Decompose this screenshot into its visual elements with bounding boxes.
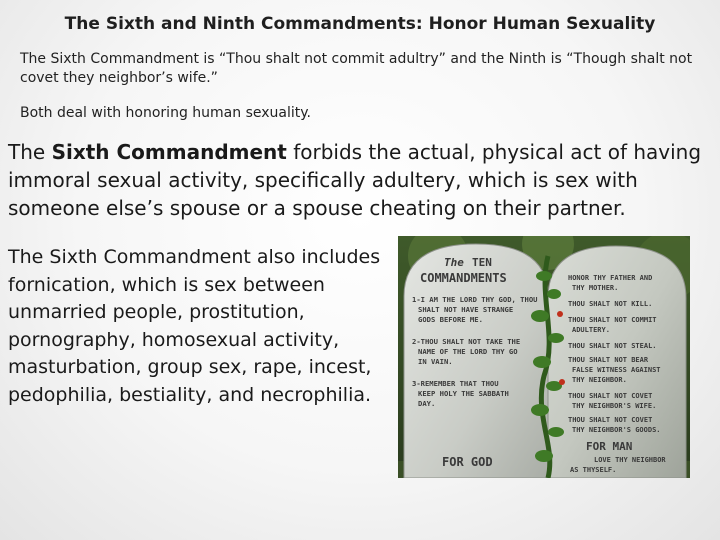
right-line: THOU SHALT NOT COMMIT (568, 316, 657, 324)
slide-title: The Sixth and Ninth Commandments: Honor Human Sexuality (64, 14, 656, 34)
right-line: THOU SHALT NOT COVET (568, 392, 653, 400)
intro-text-2: Both deal with honoring human sexuality. (20, 105, 311, 121)
right-line: THY NEIGHBOR'S GOODS. (572, 426, 661, 434)
right-line: THOU SHALT NOT STEAL. (568, 342, 657, 350)
left-line: SHALT NOT HAVE STRANGE (418, 305, 514, 314)
left-line: DAY. (418, 399, 436, 408)
paragraph-includes: The Sixth Commandment also includes fornication, which is sex between unmarried people, prostitution, pornography, homosexual activity, masturbation, group sex, rape, incest, pedophilia, bestiality, and necrophilia. (8, 246, 381, 406)
right-line: THY MOTHER. (572, 284, 619, 292)
para1-bold: Sixth Commandment (51, 140, 287, 164)
para1-prefix: The (8, 140, 52, 164)
right-line: THY NEIGHBOR. (572, 376, 627, 384)
right-line: THOU SHALT NOT BEAR (568, 356, 649, 364)
tablets-image (398, 236, 690, 478)
para1-rest: forbids the actual, physical act of having immoral sexual activity, specifically adultery, which is sex with someone else’s spouse or a spouse cheating on their partner. (8, 140, 702, 220)
intro-text: The Sixth Commandment is “Thou shalt not commit adultry” and the Ninth is “Though shalt not covet they neighbor’s wife.” (20, 51, 693, 86)
right-line: THOU SHALT NOT COVET (568, 416, 653, 424)
left-line: NAME OF THE LORD THY GO (418, 347, 518, 356)
left-heading-commandments: COMMANDMENTS (420, 271, 507, 285)
ten-commandments-photo (398, 236, 690, 478)
right-footer: FOR MAN (586, 440, 633, 453)
left-line: 2-THOU SHALT NOT TAKE THE (412, 337, 521, 346)
right-footer-line: AS THYSELF. (570, 466, 617, 474)
left-line: 3-REMEMBER THAT THOU (412, 379, 499, 388)
right-line: HONOR THY FATHER AND (568, 274, 653, 282)
left-line: GODS BEFORE ME. (418, 315, 483, 324)
right-line: THY NEIGHBOR'S WIFE. (572, 402, 657, 410)
right-line: FALSE WITNESS AGAINST (572, 366, 661, 374)
paragraph-sixth-commandment (8, 138, 708, 222)
right-line: ADULTERY. (572, 326, 610, 334)
left-line: KEEP HOLY THE SABBATH (418, 389, 509, 398)
right-line: THOU SHALT NOT KILL. (568, 300, 653, 308)
left-heading-the: The (444, 256, 464, 269)
left-footer: FOR GOD (442, 455, 493, 469)
left-heading-ten: TEN (472, 256, 492, 269)
right-footer-line: LOVE THY NEIGHBOR (594, 456, 666, 464)
left-line: 1-I AM THE LORD THY GOD, THOU (412, 295, 538, 304)
left-line: IN VAIN. (418, 357, 453, 366)
